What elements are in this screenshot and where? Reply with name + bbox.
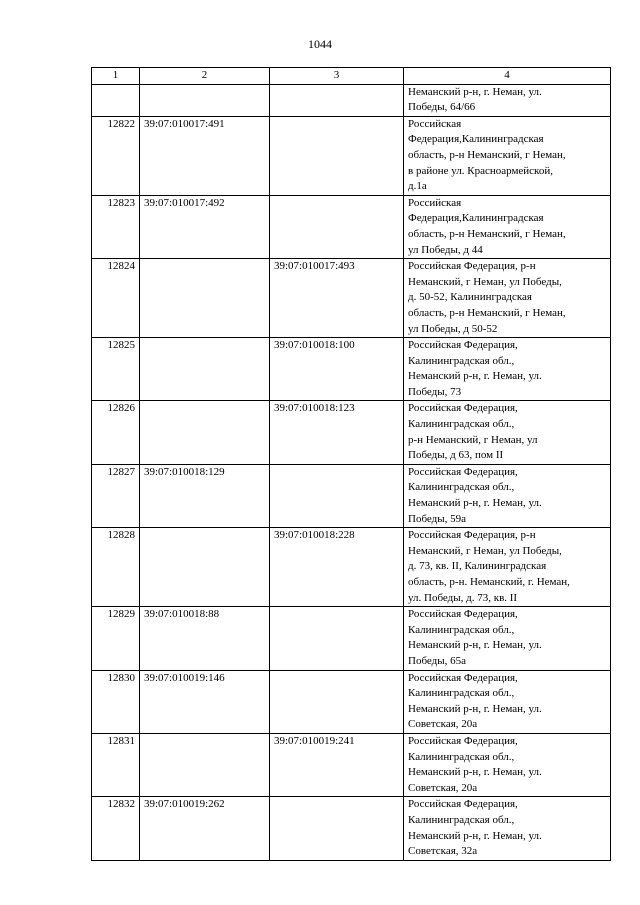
address-line: Советская, 20а: [408, 718, 478, 731]
cadastral-number-cell: [140, 259, 270, 338]
row-number-cell: 12830: [92, 670, 140, 733]
table-row: [92, 116, 611, 195]
address-line: область, р-н. Неманский, г. Неман,: [408, 576, 570, 588]
address-line: Неманский р-н, г. Неман, ул.: [408, 702, 542, 715]
address-line: Федерация,Калининградская: [408, 133, 544, 146]
address-cell: [404, 401, 611, 464]
address-line: ул Победы, д 50-52: [408, 322, 498, 335]
row-number-cell: 12829: [92, 607, 140, 670]
page-number: 1044: [308, 37, 332, 51]
row-number-cell: 12823: [92, 195, 140, 258]
address-line: д.1а: [408, 180, 427, 193]
cadastral-number-alt-cell: [270, 84, 404, 116]
address-line: Неманский р-н, г. Неман, ул.: [408, 497, 542, 510]
cadastral-number-alt-cell: [270, 607, 404, 670]
cadastral-number-alt-cell: 39:07:010018:100: [270, 338, 404, 401]
address-line: Советская, 20а: [408, 781, 478, 794]
cadastral-number-alt-cell: [270, 670, 404, 733]
address-cell: [404, 464, 611, 527]
table-row: [92, 797, 611, 860]
cadastral-number-cell: 39:07:010017:491: [140, 116, 270, 195]
address-line: Российская Федерация,: [408, 608, 518, 621]
table-row: [92, 528, 611, 607]
table-row: [92, 84, 611, 116]
address-line: Российская Федерация,: [408, 798, 518, 811]
address-line: область, р-н Неманский, г Неман,: [408, 227, 566, 240]
address-line: Неманский, г Неман, ул Победы,: [408, 275, 562, 288]
row-number-cell: 12826: [92, 401, 140, 464]
address-cell: [404, 670, 611, 733]
cadastral-number-alt-cell: [270, 116, 404, 195]
column-header-3: 3: [270, 68, 404, 85]
table-header-row: [92, 68, 611, 85]
cadastral-number-alt-cell: 39:07:010018:123: [270, 401, 404, 464]
cadastral-number-cell: 39:07:010018:88: [140, 607, 270, 670]
table-row: [92, 259, 611, 338]
address-line: область, р-н Неманский, г Неман,: [408, 306, 566, 319]
address-line: Калининградская обл.,: [408, 481, 515, 494]
row-number-cell: 12822: [92, 116, 140, 195]
cadastral-number-cell: [140, 401, 270, 464]
address-line: Российская: [408, 117, 462, 130]
address-line: д. 73, кв. II, Калининградская: [408, 560, 547, 573]
address-line: Российская Федерация, р-н: [408, 260, 536, 273]
address-cell: [404, 259, 611, 338]
registry-table: [91, 67, 611, 861]
address-line: Российская Федерация,: [408, 465, 518, 478]
cadastral-number-cell: [140, 528, 270, 607]
address-cell: [404, 607, 611, 670]
cadastral-number-cell: 39:07:010018:129: [140, 464, 270, 527]
address-line: Российская: [408, 196, 462, 209]
address-cell: [404, 84, 611, 116]
address-line: Неманский р-н, г. Неман, ул.: [408, 639, 542, 652]
address-line: Калининградская обл.,: [408, 418, 515, 431]
row-number-cell: 12828: [92, 528, 140, 607]
address-line: Неманский р-н, г. Неман, ул.: [408, 85, 542, 98]
table-row: [92, 195, 611, 258]
row-number-cell: 12827: [92, 464, 140, 527]
address-line: Калининградская обл.,: [408, 354, 515, 367]
table-row: [92, 401, 611, 464]
address-line: Неманский р-н, г. Неман, ул.: [408, 829, 542, 842]
address-line: Победы, 64/66: [408, 101, 476, 114]
cadastral-number-alt-cell: [270, 464, 404, 527]
address-line: ул. Победы, д. 73, кв. II: [408, 591, 518, 604]
address-line: Российская Федерация,: [408, 671, 518, 684]
cadastral-number-cell: [140, 338, 270, 401]
address-line: Федерация,Калининградская: [408, 212, 544, 225]
address-line: Калининградская обл.,: [408, 687, 515, 700]
cadastral-number-alt-cell: 39:07:010019:241: [270, 733, 404, 796]
table-body: [92, 84, 611, 860]
cadastral-number-alt-cell: 39:07:010018:228: [270, 528, 404, 607]
row-number-cell: [92, 84, 140, 116]
address-line: Неманский, г Неман, ул Победы,: [408, 544, 562, 557]
address-line: Калининградская обл.,: [408, 750, 515, 763]
address-line: Победы, 59а: [408, 512, 467, 525]
address-cell: [404, 797, 611, 860]
column-header-2: 2: [140, 68, 270, 85]
address-cell: [404, 195, 611, 258]
cadastral-number-cell: 39:07:010019:262: [140, 797, 270, 860]
address-line: Победы, 65а: [408, 654, 467, 667]
cadastral-number-cell: 39:07:010017:492: [140, 195, 270, 258]
address-line: Неманский р-н, г. Неман, ул.: [408, 766, 542, 779]
address-line: Неманский р-н, г. Неман, ул.: [408, 370, 542, 383]
row-number-cell: 12825: [92, 338, 140, 401]
address-line: Победы, д 63, пом II: [408, 449, 504, 462]
table-row: [92, 464, 611, 527]
address-line: р-н Неманский, г Неман, ул: [408, 433, 538, 446]
row-number-cell: 12831: [92, 733, 140, 796]
row-number-cell: 12824: [92, 259, 140, 338]
address-line: Российская Федерация,: [408, 734, 518, 747]
cadastral-number-alt-cell: [270, 797, 404, 860]
address-line: Победы, 73: [408, 385, 462, 398]
address-line: Советская, 32а: [408, 845, 478, 858]
address-cell: [404, 733, 611, 796]
cadastral-number-cell: [140, 733, 270, 796]
row-number-cell: 12832: [92, 797, 140, 860]
address-cell: [404, 116, 611, 195]
address-line: д. 50-52, Калининградская: [408, 291, 532, 304]
address-line: Российская Федерация, р-н: [408, 529, 536, 542]
address-line: Калининградская обл.,: [408, 813, 515, 826]
address-line: Российская Федерация,: [408, 339, 518, 352]
address-cell: [404, 528, 611, 607]
table-row: [92, 670, 611, 733]
address-line: область, р-н Неманский, г Неман,: [408, 148, 566, 161]
address-line: Российская Федерация,: [408, 402, 518, 415]
address-line: ул Победы, д 44: [408, 243, 483, 256]
column-header-1: 1: [92, 68, 140, 85]
cadastral-number-alt-cell: 39:07:010017:493: [270, 259, 404, 338]
column-header-4: 4: [404, 68, 611, 85]
table-row: [92, 733, 611, 796]
address-line: в районе ул. Красноармейской,: [408, 164, 553, 177]
cadastral-number-cell: [140, 84, 270, 116]
table-row: [92, 338, 611, 401]
cadastral-number-cell: 39:07:010019:146: [140, 670, 270, 733]
address-line: Калининградская обл.,: [408, 623, 515, 636]
address-cell: [404, 338, 611, 401]
table-row: [92, 607, 611, 670]
cadastral-number-alt-cell: [270, 195, 404, 258]
